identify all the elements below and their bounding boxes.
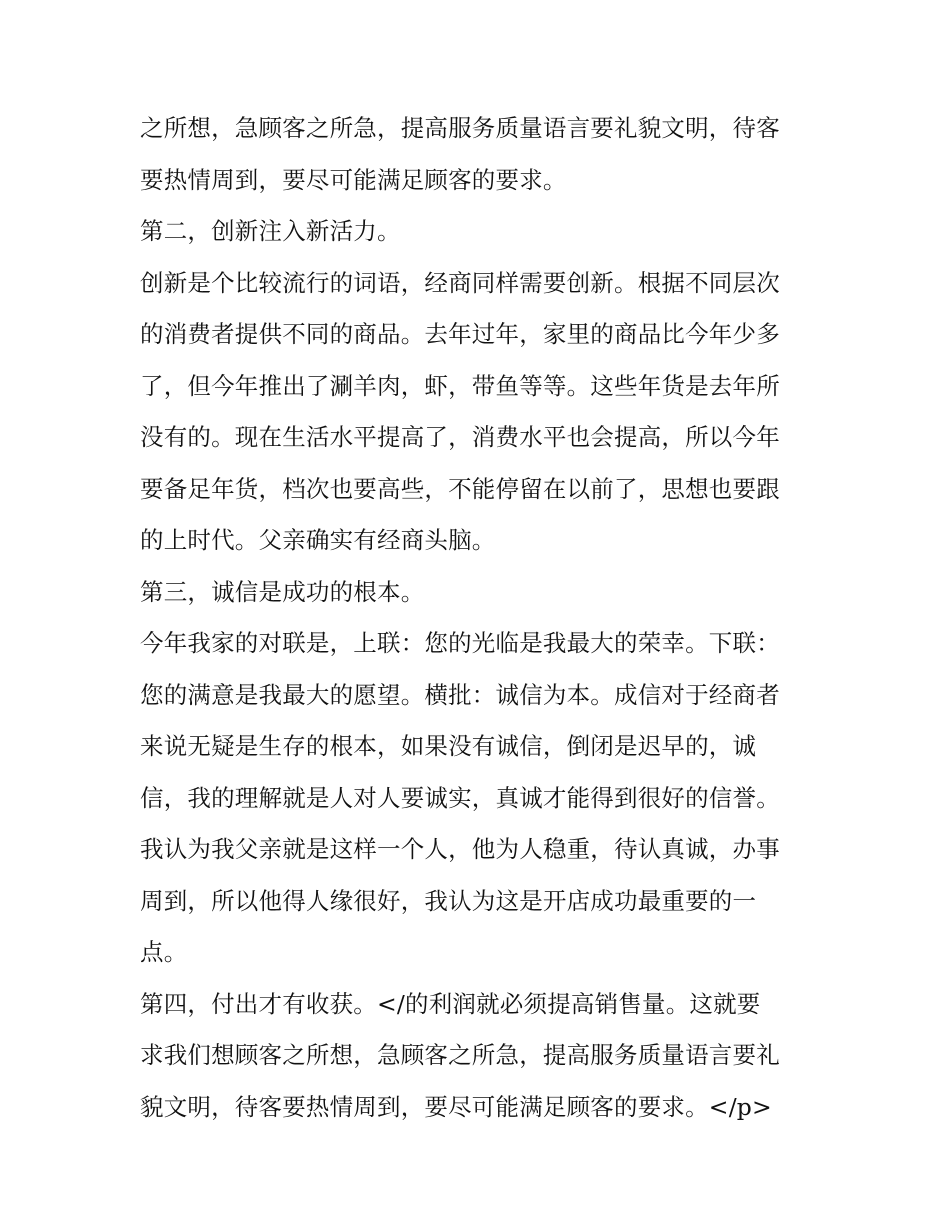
section-heading: 第二，创新注入新活力。 xyxy=(140,217,401,245)
text-line: 创新是个比较流行的词语，经商同样需要创新。根据不同层次 xyxy=(140,268,780,297)
body-text xyxy=(140,103,820,1133)
text-line: 今年我家的对联是，上联：您的光临是我最大的荣幸。下联： xyxy=(140,629,780,657)
text-line: 来说无疑是生存的根本，如果没有诚信，倒闭是迟早的，诚 xyxy=(140,732,757,760)
text-line: 点。 xyxy=(140,938,188,966)
text-line: 之所想，急顾客之所急，提高服务质量语言要礼貌文明，待客 xyxy=(140,114,780,142)
text-line: 信，我的理解就是人对人要诚实，真诚才能得到很好的信誉。 xyxy=(140,783,780,812)
text-line: 要备足年货，档次也要高些，不能停留在以前了，思想也要跟 xyxy=(140,474,780,503)
text-line: 的上时代。父亲确实有经商头脑。 xyxy=(140,526,496,554)
section-heading: 第三，诚信是成功的根本。 xyxy=(140,577,425,606)
text-line: 没有的。现在生活水平提高了，消费水平也会提高，所以今年 xyxy=(140,423,780,451)
text-line: 我认为我父亲就是这样一个人，他为人稳重，待认真诚，办事 xyxy=(140,835,780,863)
text-line: 您的满意是我最大的愿望。横批：诚信为本。成信对于经商者 xyxy=(140,680,780,709)
text-line: 貌文明，待客要热情周到，要尽可能满足顾客的要求。</p> xyxy=(140,1092,772,1121)
text-line: 要热情周到，要尽可能满足顾客的要求。 xyxy=(140,165,567,194)
text-line: 的消费者提供不同的商品。去年过年，家里的商品比今年少多 xyxy=(140,320,780,348)
text-line: 了，但今年推出了涮羊肉，虾，带鱼等等。这些年货是去年所 xyxy=(140,371,780,400)
section-heading: 第四，付出才有收获。</的利润就必须提高销售量。这就要 xyxy=(140,989,761,1018)
text-line: 求我们想顾客之所想，急顾客之所急，提高服务质量语言要礼 xyxy=(140,1041,780,1069)
text-line: 周到，所以他得人缘很好，我认为这是开店成功最重要的一 xyxy=(140,886,757,915)
